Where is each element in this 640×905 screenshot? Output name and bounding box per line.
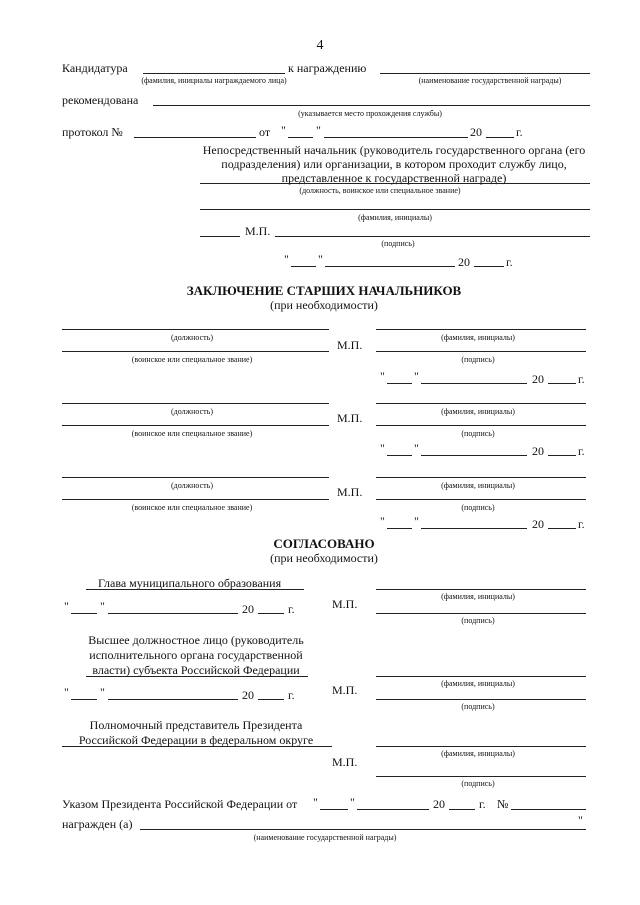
senior3-year-field[interactable] bbox=[548, 528, 576, 529]
protocol-from-label: от bbox=[259, 125, 271, 139]
senior3-signature-field[interactable] bbox=[376, 499, 586, 500]
decree-label: Указом Президента Российской Федерации от bbox=[62, 797, 298, 811]
higher-official-day-field[interactable] bbox=[71, 699, 97, 700]
representative-signature-field[interactable] bbox=[376, 776, 586, 777]
senior2-month-field[interactable] bbox=[421, 455, 527, 456]
supervisor-position-caption: (должность, воинское или специальное звание) bbox=[299, 186, 461, 195]
senior2-name-caption: (фамилия, инициалы) bbox=[441, 407, 515, 416]
decree-number-field[interactable] bbox=[511, 809, 586, 810]
higher-official-year-prefix: 20 bbox=[242, 688, 254, 702]
senior-conclusion-subtitle: (при необходимости) bbox=[270, 298, 378, 312]
decree-month-field[interactable] bbox=[357, 809, 429, 810]
supervisor-month-field[interactable] bbox=[325, 266, 455, 267]
candidacy-label: Кандидатура bbox=[62, 61, 128, 75]
municipal-year-field[interactable] bbox=[258, 613, 284, 614]
protocol-year-prefix: 20 bbox=[470, 125, 482, 139]
decree-year-prefix: 20 bbox=[433, 797, 445, 811]
higher-official-month-field[interactable] bbox=[108, 699, 238, 700]
higher-official-year-suffix: г. bbox=[288, 688, 295, 702]
protocol-label: протокол № bbox=[62, 125, 123, 139]
senior3-rank-caption: (воинское или специальное звание) bbox=[131, 503, 253, 512]
decree-year-field[interactable] bbox=[449, 809, 475, 810]
senior2-seal-label: М.П. bbox=[337, 411, 363, 425]
senior3-position-field[interactable] bbox=[62, 477, 329, 478]
quote-open: " bbox=[284, 252, 289, 266]
senior1-signature-caption: (подпись) bbox=[461, 355, 495, 364]
senior2-rank-field[interactable] bbox=[62, 425, 329, 426]
senior3-name-field[interactable] bbox=[376, 477, 586, 478]
quote-open: " bbox=[64, 685, 69, 699]
municipal-year-suffix: г. bbox=[288, 602, 295, 616]
awarded-label: награжден (а) bbox=[62, 817, 133, 831]
quote-close: " bbox=[414, 514, 419, 528]
quote-open: " bbox=[281, 123, 286, 137]
representative-seal-label: М.П. bbox=[332, 755, 358, 769]
senior2-position-caption: (должность) bbox=[171, 407, 213, 416]
quote-close: " bbox=[318, 252, 323, 266]
quote-close: " bbox=[316, 123, 321, 137]
quote-open: " bbox=[380, 514, 385, 528]
senior2-signature-field[interactable] bbox=[376, 425, 586, 426]
agreed-title: СОГЛАСОВАНО bbox=[273, 536, 375, 551]
representative-name-caption: (фамилия, инициалы) bbox=[441, 749, 515, 758]
awarded-award-field[interactable] bbox=[140, 829, 586, 830]
recipient-caption: (фамилия, инициалы награждаемого лица) bbox=[141, 76, 287, 85]
senior1-seal-label: М.П. bbox=[337, 338, 363, 352]
supervisor-day-field[interactable] bbox=[291, 266, 316, 267]
protocol-year-field[interactable] bbox=[486, 137, 514, 138]
municipal-seal-label: М.П. bbox=[332, 597, 358, 611]
awarded-award-caption: (наименование государственной награды) bbox=[253, 833, 397, 842]
higher-official-line3: власти) субъекта Российской Федерации bbox=[92, 663, 300, 677]
representative-underline bbox=[62, 746, 332, 747]
supervisor-name-field[interactable] bbox=[200, 209, 590, 210]
award-caption: (наименование государственной награды) bbox=[418, 76, 562, 85]
quote-close: " bbox=[414, 369, 419, 383]
representative-line1: Полномочный представитель Президента bbox=[89, 718, 303, 732]
higher-official-line2: исполнительного органа государственной bbox=[89, 648, 303, 662]
senior3-year-suffix: г. bbox=[578, 517, 585, 531]
quote-close: " bbox=[414, 441, 419, 455]
to-award-label: к награждению bbox=[288, 61, 367, 75]
senior3-day-field[interactable] bbox=[387, 528, 412, 529]
senior1-name-field[interactable] bbox=[376, 329, 586, 330]
senior1-year-prefix: 20 bbox=[532, 372, 544, 386]
decree-number-label: № bbox=[497, 797, 509, 811]
supervisor-year-prefix: 20 bbox=[458, 255, 470, 269]
supervisor-seal-label: М.П. bbox=[245, 224, 271, 238]
municipal-head-label: Глава муниципального образования bbox=[98, 576, 282, 590]
municipal-name-caption: (фамилия, инициалы) bbox=[441, 592, 515, 601]
award-name-field[interactable] bbox=[380, 73, 590, 74]
supervisor-extra-line bbox=[200, 236, 240, 237]
senior1-name-caption: (фамилия, инициалы) bbox=[441, 333, 515, 342]
higher-official-signature-field[interactable] bbox=[376, 699, 586, 700]
representative-line2: Российской Федерации в федеральном округе bbox=[78, 733, 314, 747]
supervisor-signature-caption: (подпись) bbox=[381, 239, 415, 248]
senior1-position-caption: (должность) bbox=[171, 333, 213, 342]
decree-year-suffix: г. bbox=[479, 797, 486, 811]
municipal-signature-field[interactable] bbox=[376, 613, 586, 614]
quote-close: " bbox=[350, 795, 355, 809]
municipal-day-field[interactable] bbox=[71, 613, 97, 614]
senior2-rank-caption: (воинское или специальное звание) bbox=[131, 429, 253, 438]
senior3-position-caption: (должность) bbox=[171, 481, 213, 490]
quote-open: " bbox=[64, 599, 69, 613]
higher-official-name-caption: (фамилия, инициалы) bbox=[441, 679, 515, 688]
municipal-signature-caption: (подпись) bbox=[461, 616, 495, 625]
protocol-year-suffix: г. bbox=[516, 125, 523, 139]
supervisor-signature-field[interactable] bbox=[275, 236, 590, 237]
senior1-year-suffix: г. bbox=[578, 372, 585, 386]
service-place-field[interactable] bbox=[153, 105, 590, 106]
supervisor-text-line3: представленное к государственной награде) bbox=[281, 171, 507, 185]
senior3-name-caption: (фамилия, инициалы) bbox=[441, 481, 515, 490]
higher-official-seal-label: М.П. bbox=[332, 683, 358, 697]
senior1-year-field[interactable] bbox=[548, 383, 576, 384]
protocol-day-field[interactable] bbox=[288, 137, 313, 138]
recommended-label: рекомендована bbox=[62, 93, 139, 107]
quote-close: " bbox=[100, 599, 105, 613]
page-number: 4 bbox=[316, 38, 324, 53]
senior1-rank-field[interactable] bbox=[62, 351, 329, 352]
senior2-name-field[interactable] bbox=[376, 403, 586, 404]
senior3-signature-caption: (подпись) bbox=[461, 503, 495, 512]
municipal-head-underline bbox=[86, 589, 304, 590]
supervisor-position-field[interactable] bbox=[200, 183, 590, 184]
quote-close: " bbox=[100, 685, 105, 699]
quote-open: " bbox=[380, 369, 385, 383]
representative-signature-caption: (подпись) bbox=[461, 779, 495, 788]
higher-official-underline bbox=[86, 676, 308, 677]
municipal-name-field[interactable] bbox=[376, 589, 586, 590]
higher-official-year-field[interactable] bbox=[258, 699, 284, 700]
higher-official-signature-caption: (подпись) bbox=[461, 702, 495, 711]
senior2-year-prefix: 20 bbox=[532, 444, 544, 458]
municipal-year-prefix: 20 bbox=[242, 602, 254, 616]
senior3-rank-field[interactable] bbox=[62, 499, 329, 500]
senior3-seal-label: М.П. bbox=[337, 485, 363, 499]
protocol-month-field[interactable] bbox=[324, 137, 468, 138]
senior-conclusion-title: ЗАКЛЮЧЕНИЕ СТАРШИХ НАЧАЛЬНИКОВ bbox=[186, 283, 462, 298]
senior3-year-prefix: 20 bbox=[532, 517, 544, 531]
quote-open: " bbox=[380, 441, 385, 455]
quote-open: " bbox=[313, 795, 318, 809]
quote-close: " bbox=[578, 813, 583, 827]
senior2-day-field[interactable] bbox=[387, 455, 412, 456]
supervisor-text-line1: Непосредственный начальник (руководитель государственного органа (его bbox=[202, 143, 586, 157]
senior1-position-field[interactable] bbox=[62, 329, 329, 330]
supervisor-text-line2: подразделения) или организации, в котором проходит службу лицо, bbox=[221, 157, 567, 171]
senior2-position-field[interactable] bbox=[62, 403, 329, 404]
municipal-month-field[interactable] bbox=[108, 613, 238, 614]
senior2-signature-caption: (подпись) bbox=[461, 429, 495, 438]
supervisor-year-field[interactable] bbox=[474, 266, 504, 267]
senior2-year-field[interactable] bbox=[548, 455, 576, 456]
decree-day-field[interactable] bbox=[320, 809, 348, 810]
higher-official-name-field[interactable] bbox=[376, 676, 586, 677]
supervisor-year-suffix: г. bbox=[506, 255, 513, 269]
senior1-day-field[interactable] bbox=[387, 383, 412, 384]
senior1-month-field[interactable] bbox=[421, 383, 527, 384]
service-caption: (указывается место прохождения службы) bbox=[298, 109, 442, 118]
representative-name-field[interactable] bbox=[376, 746, 586, 747]
protocol-number-field[interactable] bbox=[134, 137, 256, 138]
agreed-subtitle: (при необходимости) bbox=[270, 551, 378, 565]
higher-official-line1: Высшее должностное лицо (руководитель bbox=[88, 633, 304, 647]
recipient-name-field[interactable] bbox=[143, 73, 285, 74]
supervisor-name-caption: (фамилия, инициалы) bbox=[358, 213, 432, 222]
senior2-year-suffix: г. bbox=[578, 444, 585, 458]
senior1-rank-caption: (воинское или специальное звание) bbox=[131, 355, 253, 364]
senior1-signature-field[interactable] bbox=[376, 351, 586, 352]
senior3-month-field[interactable] bbox=[421, 528, 527, 529]
